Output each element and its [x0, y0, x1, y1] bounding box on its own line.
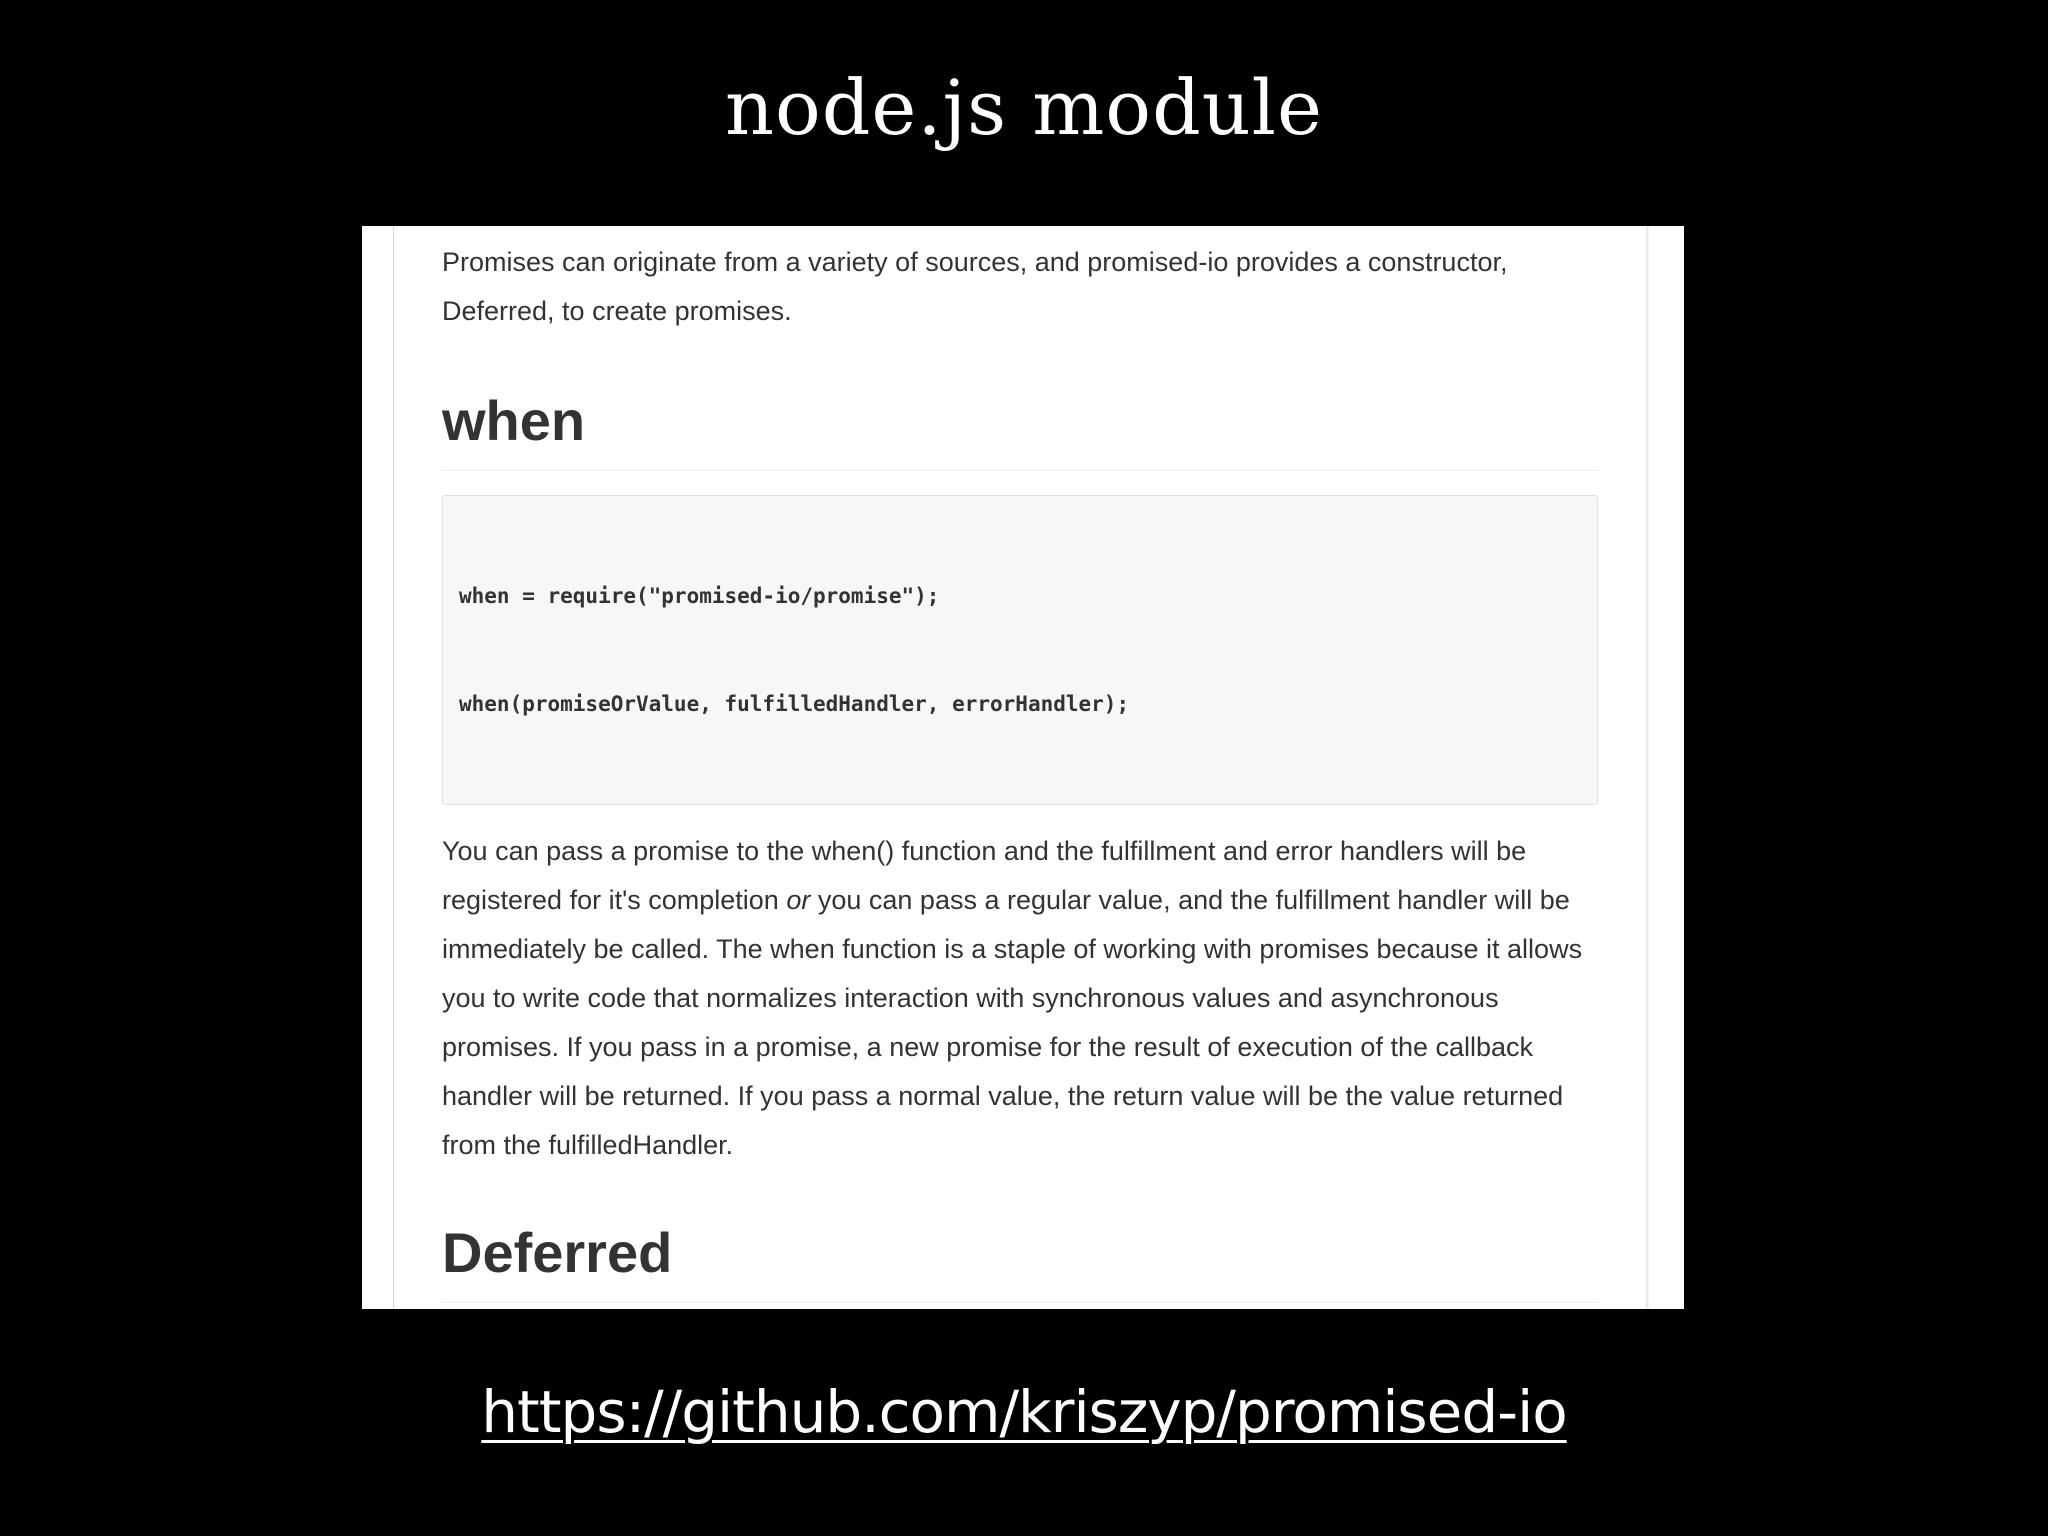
slide-title: node.js module	[725, 63, 1323, 152]
when-code-block	[442, 495, 1598, 805]
when-description-or: or	[786, 885, 811, 915]
intro-paragraph: Promises can originate from a variety of sources, and promised-io provides a constructor, Deferred, to create promises.	[442, 247, 1508, 326]
when-description-part: you can pass a regular value, and the fulfillment handler will be immediately be called. The when function is a staple of working with promises because it allows you to write code that normalizes interaction with synchronous values and asynchronous promises. If you pass in a promise, a new promise for the result of execution of the callback handler will be returned. If you pass a normal value, the return value will be the value returned from the fulfilledHandler.	[442, 885, 1583, 1160]
page-border-right	[1646, 226, 1649, 1309]
readme-content	[442, 226, 1598, 1309]
when-description-part: You can pass a promise to the when() function and the fulfillment and error handlers will be registered for it's completion	[442, 836, 1527, 915]
readme-screenshot	[362, 226, 1684, 1309]
when-heading: when	[442, 386, 1598, 471]
url-line	[0, 1372, 2048, 1452]
deferred-heading: Deferred	[442, 1218, 1598, 1303]
github-url-link[interactable]: https://github.com/kriszyp/promised-io	[481, 1378, 1567, 1446]
page-border-left	[393, 226, 394, 1309]
code-line: when = require("promised-io/promise");	[459, 584, 940, 608]
when-description	[442, 827, 1602, 1170]
code-line: when(promiseOrValue, fulfilledHandler, errorHandler);	[459, 692, 1130, 716]
